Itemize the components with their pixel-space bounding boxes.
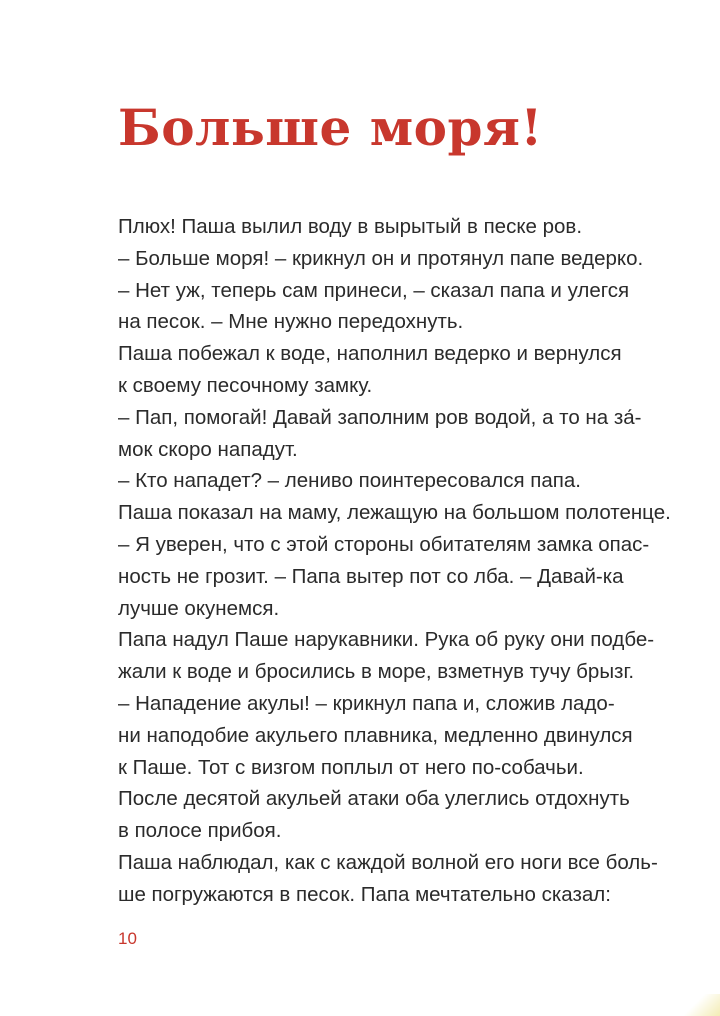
text-line: к своему песочному замку. [118,373,373,397]
text-line: – Кто нападет? – лениво поинтересовался папа. [118,469,581,493]
text-line: – Нападение акулы! – крикнул папа и, сложив ладо- [118,691,615,715]
text-line: мок скоро нападут. [118,437,298,461]
text-line: ни наподобие акульего плавника, медленно двинулся [118,723,633,747]
chapter-title: Больше моря! [118,98,543,157]
text-line: в полосе прибоя. [118,819,282,843]
text-line: Плюх! Паша вылил воду в вырытый в песке ров. [118,215,583,238]
text-line: ность не грозит. – Папа вытер пот со лба. – Давай-ка [118,564,624,588]
page-corner-tint [680,994,720,1016]
text-line: лучше окунемся. [118,596,280,620]
text-line: к Паше. Тот с визгом поплыл от него по-собачьи. [118,755,584,779]
text-line: Папа надул Паше нарукавники. Рука об руку они подбе- [118,628,655,652]
text-line: на песок. – Мне нужно передохнуть. [118,310,464,334]
text-line: Паша наблюдал, как с каждой волной его ноги все боль- [118,850,658,874]
text-line: жали к воде и бросились в море, взметнув тучу брызг. [118,660,635,684]
text-line: После десятой акульей атаки оба улеглись отдохнуть [118,787,630,811]
page-number: 10 [118,929,137,948]
text-line: ше погружаются в песок. Папа мечтательно сказал: [118,882,611,906]
text-line: Паша побежал к воде, наполнил ведерко и вернулся [118,342,622,366]
text-line: Паша показал на маму, лежащую на большом полотенце. [118,501,671,525]
text-line: – Пап, помогай! Давай заполним ров водой, а то на за́- [118,405,642,429]
text-line: – Я уверен, что с этой стороны обитателям замка опас- [118,532,650,556]
story-text [118,211,698,911]
text-line: – Больше моря! – крикнул он и протянул папе ведерко. [118,246,644,270]
text-line: – Нет уж, теперь сам принеси, – сказал папа и улегся [118,278,630,302]
